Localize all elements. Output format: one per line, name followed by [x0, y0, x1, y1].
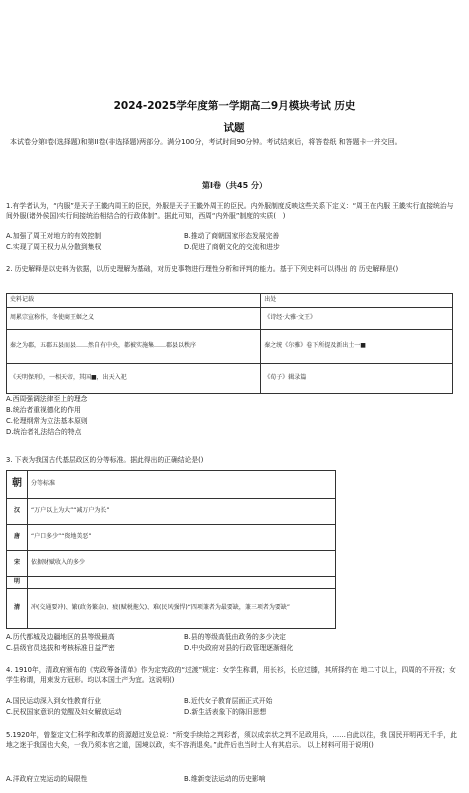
- table-cell: [28, 577, 336, 589]
- question-5-stem: 5.1920年，曾鉴定文仁科学和改革的资源超过发总说：“所变手续给之判彩者，须以成亲状之判不足政用兵，……自此以往，我 国民开明再无千手，此地之迷于我国也大矣，一我乃须本官之道，国境以政，实不容消退矣。”此件后也当时士人有其启示。 以上材料可用于说明(): [6, 731, 457, 749]
- question-2-options: [6, 395, 458, 439]
- options-row: [6, 775, 458, 786]
- question-2-table: [6, 293, 453, 394]
- table-cell: 《天明保刑》，一相天帝，其国■，出天入祀: [7, 364, 261, 394]
- question-5-options: [6, 775, 458, 786]
- option-c[interactable]: C.民权国家意识的觉醒及妇女解放运动: [6, 708, 122, 716]
- table-cell: 宋: [7, 551, 28, 577]
- options-row: [6, 633, 458, 644]
- table-cell: 唐: [7, 525, 28, 551]
- table-cell: 周累宗宣称作，冬使商王姬之义: [7, 308, 261, 330]
- option-a[interactable]: A.加强了周王对地方的有效控制: [6, 232, 102, 240]
- table-cell: 秦之为郡，五郡五县而县……然自有中央，都被实施集……郡县以秩序: [7, 330, 261, 364]
- exam-title: 2024-2025学年度第一学期高二9月模块考试 历史: [113, 100, 356, 112]
- options-row: [6, 644, 458, 655]
- options-row: [6, 708, 458, 719]
- question-1-stem: 1.有学者认为，“内服”是天子王畿内周王的臣民，外服是天子王畿外周王的臣民。内外服制度反映这些关系下定义：“周王在内服 王畿实行直接统治与间外服(诸外侯国)实行间接统治相结合的行政体制”。据此可知，西周“内外服”制度的实质( ): [6, 202, 454, 220]
- table-cell: 《诗经·大雅·文王》: [261, 308, 453, 330]
- table-cell: 分等标准: [28, 471, 336, 499]
- option-c[interactable]: C.县级官员选拔和考核标准日益严密: [6, 644, 115, 652]
- option-b[interactable]: B.近代女子教育层面正式开始: [184, 697, 273, 705]
- option-b[interactable]: B.推动了商朝国家形态发展完善: [184, 232, 280, 240]
- option-d[interactable]: D.中央政府对县的行政管理逐渐细化: [184, 644, 294, 652]
- options-row: [6, 243, 458, 254]
- option-d[interactable]: D.促进了商朝文化的交流和进步: [184, 243, 280, 251]
- exam-instructions: 本试卷分第I卷(选择题)和第II卷(非选择题)两部分。满分100分，考试时间90分钟。考试结束后，将答卷纸 和答题卡一并交回。: [10, 138, 402, 146]
- option-c[interactable]: C.实现了周王权力从分散到集权: [6, 243, 102, 251]
- question-3-options: [6, 633, 458, 655]
- table-header-row: [7, 294, 453, 308]
- table-row: [7, 577, 336, 589]
- question-3-table: [6, 470, 336, 629]
- option-b[interactable]: B.统治者重视德化的作用: [6, 406, 81, 414]
- option-d[interactable]: D.统治者礼法结合的特点: [6, 428, 82, 436]
- table-cell: 依据财赋收入的多少: [28, 551, 336, 577]
- table-row: [7, 525, 336, 551]
- section-1-heading: 第I卷（共45 分）: [202, 181, 267, 190]
- option-a[interactable]: A.洋政府立宪运动的局限性: [6, 775, 88, 783]
- table-row: [7, 589, 336, 629]
- table-cell: “万户以上为大”“减万户为长”: [28, 499, 336, 525]
- option-a[interactable]: A.国民运动深入到女性教育行业: [6, 697, 102, 705]
- table-cell: “户口多少”“资地美恶”: [28, 525, 336, 551]
- table-row: [7, 499, 336, 525]
- options-row: [6, 697, 458, 708]
- table-row: [7, 551, 336, 577]
- table-row: [7, 364, 453, 394]
- table-cell: 清: [7, 589, 28, 629]
- option-b[interactable]: B.县的等级高低由政务的多少决定: [184, 633, 286, 641]
- option-d[interactable]: D.新生活表象下的陈旧思想: [184, 708, 267, 716]
- question-4-options: [6, 697, 458, 719]
- table-cell: 汉: [7, 499, 28, 525]
- option-c[interactable]: C.伦理纲常为立法基本原则: [6, 417, 88, 425]
- table-header-cell: 史料记载: [7, 294, 261, 308]
- question-4-stem: 4. 1910年，清政府颁布的《宪政筹备清单》作为定宪政的“过渡”规定：女学生称谓，用长衫，长应过膝，其所择约在 地二寸以上，四周的不开衩；女学生称谓，用束发方冠形。均以本国土产为宜。这说明(): [6, 666, 456, 684]
- exam-title-subject: 试题: [223, 122, 245, 134]
- question-1-options: [6, 232, 458, 254]
- table-cell: 《荀子》辑录篇: [261, 364, 453, 394]
- options-row: [6, 232, 458, 243]
- table-row: [7, 330, 453, 364]
- table-row: [7, 308, 453, 330]
- question-3-stem: 3. 下表为我国古代基层政区的分等标准。据此得出的正确结论是(): [6, 456, 204, 464]
- option-a[interactable]: A.历代都城及边疆地区的县等级最高: [6, 633, 115, 641]
- question-2-stem: 2. 历史解释是以史料为依据，以历史理解为基础，对历史事物进行理性分析和评判的能力。基于下列史料可以得出 的 历史解释是(): [6, 265, 399, 273]
- table-cell: 明: [7, 577, 28, 589]
- table-cell: 冲(交通要冲)、繁(政务繁杂)、疲(赋税拖欠)、难(民风强悍)“四项兼者为最要缺，兼三项者为要缺”: [28, 589, 336, 629]
- table-row: [7, 471, 336, 499]
- table-header-cell: 出处: [261, 294, 453, 308]
- option-b[interactable]: B.维新变法运动的历史影响: [184, 775, 266, 783]
- option-a[interactable]: A.西周强调法律至上的理念: [6, 395, 88, 403]
- table-cell: 秦之统《尔雅》卷下所提及新出土一■: [261, 330, 453, 364]
- table-cell: 朝: [7, 471, 28, 499]
